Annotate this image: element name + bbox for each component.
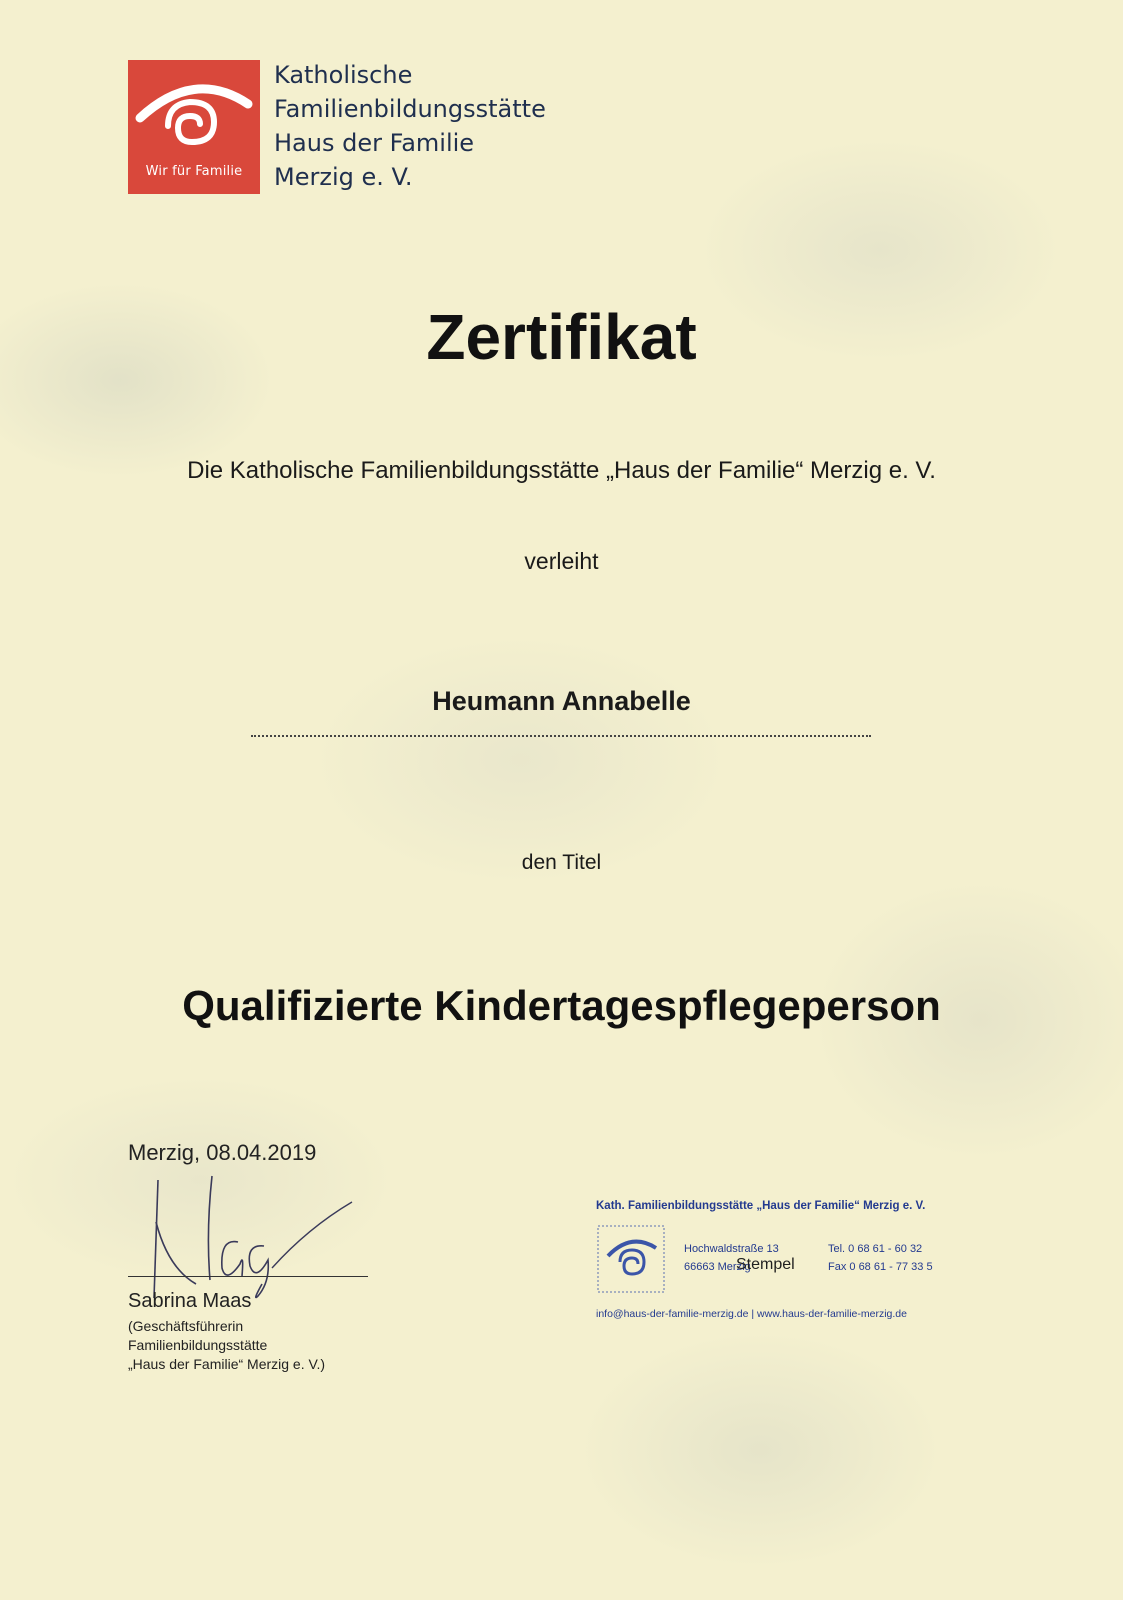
stamp-contact: [828, 1240, 933, 1276]
org-name-line: Haus der Familie: [274, 129, 475, 157]
stamp-label: Stempel: [736, 1256, 795, 1273]
handwritten-signature: [140, 1172, 380, 1302]
recipient-dotted-line: [251, 735, 871, 737]
certificate-title: Zertifikat: [426, 301, 697, 373]
signer-name: Sabrina Maas: [128, 1290, 252, 1312]
stamp-street: Hochwaldstraße 13: [684, 1243, 779, 1255]
stamp-fax: Fax 0 68 61 - 77 33 5: [828, 1261, 933, 1273]
organization-name: [274, 58, 546, 194]
place-date: Merzig, 08.04.2019: [128, 1140, 317, 1165]
recipient-name: Heumann Annabelle: [432, 686, 691, 716]
title-label: den Titel: [521, 851, 602, 874]
org-name-line: Merzig e. V.: [274, 163, 413, 191]
stamp-phone: Tel. 0 68 61 - 60 32: [828, 1243, 923, 1255]
signer-role-line: Familienbildungsstätte: [128, 1337, 268, 1353]
signer-role-line: (Geschäftsführerin: [128, 1318, 244, 1334]
signer-role-line: „Haus der Familie“ Merzig e. V.): [128, 1356, 326, 1372]
logo-tagline: Wir für Familie: [145, 164, 243, 179]
certificate-intro: Die Katholische Familienbildungsstätte „Haus der Familie“ Merzig e. V.: [187, 457, 936, 484]
org-name-line: Katholische: [274, 61, 413, 89]
organization-logo: [128, 60, 260, 194]
stamp-web: info@haus-der-familie-merzig.de | www.haus-der-familie-merzig.de: [596, 1308, 907, 1320]
signer-role: [128, 1317, 325, 1374]
stamp-city: 66663 Merzig: [684, 1261, 751, 1273]
stamp-header: Kath. Familienbildungsstätte „Haus der Familie“ Merzig e. V.: [596, 1200, 926, 1212]
certificate-verb: verleiht: [524, 548, 599, 574]
stamp-spiral-icon: [596, 1224, 666, 1294]
org-name-line: Familienbildungsstätte: [274, 95, 546, 123]
signature-line: [128, 1276, 368, 1277]
awarded-title: Qualifizierte Kindertagespflegeperson: [182, 982, 941, 1029]
